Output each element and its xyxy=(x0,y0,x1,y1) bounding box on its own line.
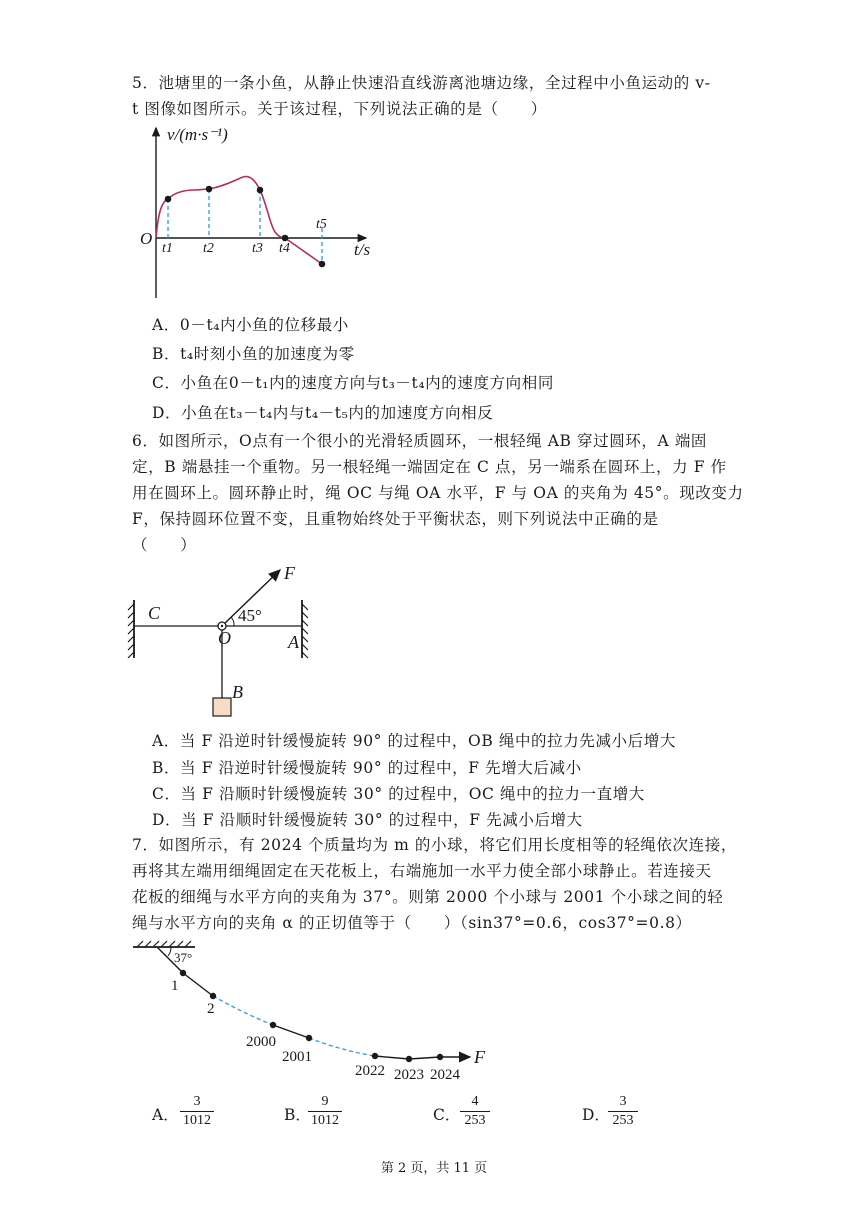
q7-angle-label: 37° xyxy=(174,950,193,965)
q5-origin-label: O xyxy=(140,229,153,248)
q7-option-c-denominator: 253 xyxy=(464,1113,486,1128)
q5-tick-t1: t1 xyxy=(162,241,173,256)
q7-option-b-denominator: 1012 xyxy=(311,1113,339,1128)
q6-angle-label: 45° xyxy=(238,606,262,625)
q7-option-d-numerator: 3 xyxy=(608,1094,638,1112)
q7-option-c-fraction xyxy=(460,1094,490,1129)
q7-ball-label-2001: 2001 xyxy=(282,1049,312,1065)
q7-option-c-numerator: 4 xyxy=(460,1094,490,1112)
q6-left-wall xyxy=(128,600,134,658)
q5-guide-lines xyxy=(168,189,322,264)
q7-ball-label-2024: 2024 xyxy=(430,1067,460,1083)
q5-stem-line-2: t 图像如图所示。关于该过程，下列说法正确的是（ ） xyxy=(132,100,547,118)
q7-ball-label-2023: 2023 xyxy=(394,1067,424,1083)
q6-stem-line-1: 6．如图所示，O点有一个很小的光滑轻质圆环，一根轻绳 AB 穿过圆环，A 端固 xyxy=(132,432,708,450)
q6-option-a: A．当 F 沿逆时针缓慢旋转 90° 的过程中，OB 绳中的拉力先减小后增大 xyxy=(152,732,676,750)
q7-option-a-letter: A． xyxy=(152,1106,179,1124)
q6-label-c: C xyxy=(148,603,161,623)
q7-option-a-numerator: 3 xyxy=(180,1094,214,1112)
q7-rope-segments xyxy=(157,947,440,1059)
q7-stem-line-4: 绳与水平方向的夹角 α 的正切值等于（ ）（sin37°=0.6，cos37°=0.8） xyxy=(132,914,692,932)
q5-vt-graph xyxy=(130,120,390,310)
q5-option-a: A．0－t₄内小鱼的位移最小 xyxy=(152,316,349,334)
q6-stem-line-5: （ ） xyxy=(132,536,197,554)
q6-stem-line-2: 定，B 端悬挂一个重物。另一根轻绳一端固定在 C 点，另一端系在圆环上，力 F 作 xyxy=(132,458,727,476)
q5-tick-t4: t4 xyxy=(279,241,290,256)
q5-option-b: B．t₄时刻小鱼的加速度为零 xyxy=(152,345,355,363)
q7-option-d-fraction xyxy=(608,1094,638,1129)
q5-tick-t2: t2 xyxy=(203,241,214,256)
q7-angle-arc xyxy=(168,947,171,956)
q7-force-label: F xyxy=(474,1047,485,1067)
q5-stem-line-1: 5．池塘里的一条小鱼，从静止快速沿直线游离池塘边缘，全过程中小鱼运动的 v- xyxy=(132,74,711,92)
q7-ceiling xyxy=(133,941,195,947)
q6-stem-line-4: F，保持圆环位置不变，且重物始终处于平衡状态，则下列说法中正确的是 xyxy=(132,510,659,528)
q5-points xyxy=(165,186,326,268)
q6-label-a: A xyxy=(288,632,299,652)
q6-option-b: B．当 F 沿逆时针缓慢旋转 90° 的过程中，F 先增大后减小 xyxy=(152,759,582,777)
q6-option-d: D．当 F 沿顺时针缓慢旋转 30° 的过程中，F 先减小后增大 xyxy=(152,811,583,829)
q5-option-d: D．小鱼在t₃－t₄内与t₄－t₅内的加速度方向相反 xyxy=(152,404,494,422)
q7-option-d-letter: D． xyxy=(582,1106,610,1124)
q7-option-b-letter: B． xyxy=(284,1106,311,1124)
q7-option-a-fraction xyxy=(180,1094,214,1129)
q6-weight-block xyxy=(213,698,231,716)
q6-option-c: C．当 F 沿顺时针缓慢旋转 30° 的过程中，OC 绳中的拉力一直增大 xyxy=(152,785,645,803)
q6-label-f: F xyxy=(284,563,295,583)
q5-option-c: C．小鱼在0－t₁内的速度方向与t₃－t₄内的速度方向相同 xyxy=(152,374,554,392)
q6-label-b: B xyxy=(232,682,243,702)
q6-angle-arc xyxy=(231,617,234,626)
q7-ball-label-2000: 2000 xyxy=(246,1034,276,1050)
q7-option-b-fraction xyxy=(308,1094,342,1129)
q7-option-c-letter: C． xyxy=(433,1106,461,1124)
q5-vt-curve xyxy=(156,177,322,264)
q7-stem-line-3: 花板的细绳与水平方向的夹角为 37°。则第 2000 个小球与 2001 个小球之间的轻 xyxy=(132,888,724,906)
page-footer: 第 2 页，共 11 页 xyxy=(380,1161,488,1176)
q5-tick-t3: t3 xyxy=(252,241,263,256)
q7-ball-label-2: 2 xyxy=(207,1001,215,1017)
q7-ball-label-1: 1 xyxy=(171,978,179,994)
q6-right-wall xyxy=(302,600,308,658)
q7-option-b-numerator: 9 xyxy=(308,1094,342,1112)
q7-option-d-denominator: 253 xyxy=(612,1113,634,1128)
q5-y-axis-label: v/(m·s⁻¹) xyxy=(167,125,228,144)
q7-dashed-segments xyxy=(213,996,375,1056)
q7-stem-line-2: 再将其左端用细绳固定在天花板上，右端施加一水平力使全部小球静止。若连接天 xyxy=(132,862,712,880)
q7-ball-label-2022: 2022 xyxy=(355,1063,385,1079)
q7-stem-line-1: 7．如图所示，有 2024 个质量均为 m 的小球，将它们用长度相等的轻绳依次连接， xyxy=(132,836,737,854)
q7-option-a-denominator: 1012 xyxy=(183,1113,211,1128)
q5-tick-t5: t5 xyxy=(316,217,327,232)
q6-stem-line-3: 用在圆环上。圆环静止时，绳 OC 与绳 OA 水平，F 与 OA 的夹角为 45°。现改变力 xyxy=(132,484,744,502)
q5-x-axis-label: t/s xyxy=(354,240,371,259)
q6-label-o: O xyxy=(218,628,231,648)
